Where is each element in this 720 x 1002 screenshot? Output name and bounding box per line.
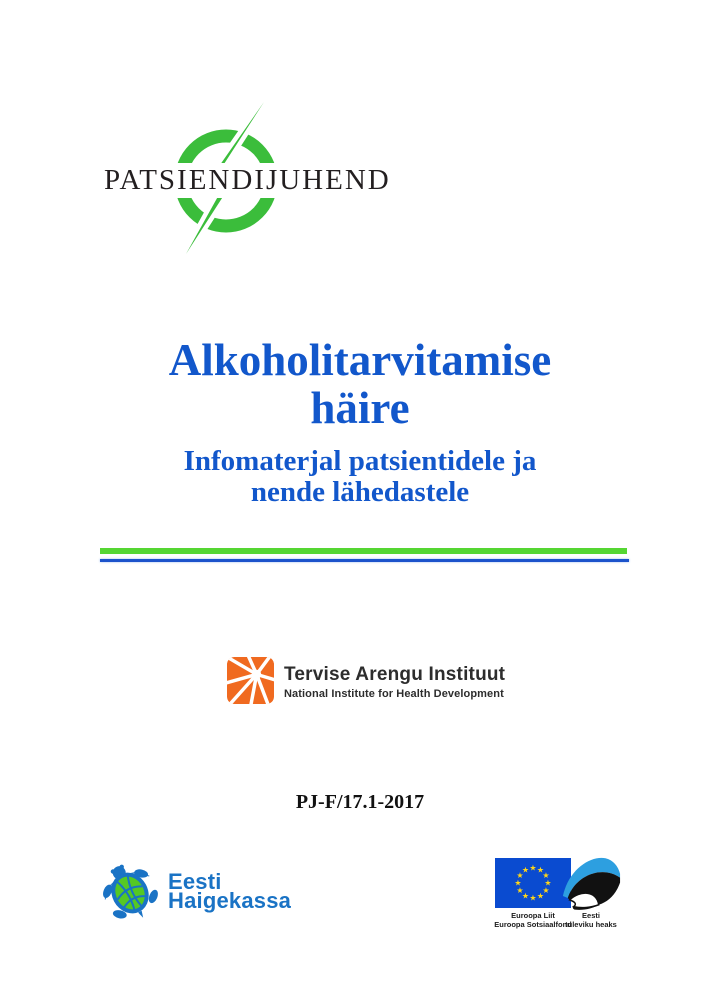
patsiendijuhend-wordmark: PATSIENDIJUHEND (101, 163, 394, 198)
haigekassa-logo (97, 861, 291, 921)
haigekassa-line-1: Eesti (168, 869, 222, 894)
tai-name-en: National Institute for Health Development (284, 688, 504, 700)
title-line-1: Alkoholitarvitamise (168, 335, 552, 385)
tai-name-et: Tervise Arengu Instituut (284, 664, 506, 685)
haigekassa-wordmark (168, 869, 292, 913)
eesti-tuleviku-heaks-logo (545, 853, 637, 929)
eesti-caption-line-2: tuleviku heaks (565, 919, 617, 929)
svg-text:★: ★ (529, 863, 537, 873)
svg-text:★: ★ (542, 886, 550, 895)
estonian-flag-swoosh-icon (560, 853, 622, 910)
tai-logo (227, 657, 505, 704)
subtitle-line-2: nende lähedastele (250, 476, 470, 508)
svg-text:★: ★ (514, 878, 522, 888)
svg-text:★: ★ (516, 871, 524, 880)
turtle-icon (97, 861, 163, 921)
subtitle-line-1: Infomaterjal patsientidele ja (183, 445, 537, 477)
svg-text:★: ★ (536, 891, 545, 901)
title-line-2: häire (310, 383, 410, 433)
tai-starburst-icon (227, 657, 274, 704)
eesti-caption-line-1: Eesti (582, 911, 600, 920)
svg-text:★: ★ (529, 893, 537, 903)
svg-text:★: ★ (521, 891, 530, 901)
svg-text:★: ★ (516, 886, 524, 895)
document-code: PJ-F/17.1-2017 (295, 791, 425, 813)
eu-caption-line-1: Euroopa Liit (511, 911, 555, 920)
svg-text:★: ★ (536, 865, 545, 875)
eesti-caption (545, 912, 637, 929)
svg-text:★: ★ (521, 865, 530, 875)
page-subtitle (0, 446, 720, 508)
tai-text (284, 657, 505, 700)
eu-caption-line-2: Euroopa Sotsiaalfond (494, 919, 572, 929)
svg-text:★: ★ (542, 871, 550, 880)
haigekassa-line-2: Haigekassa (168, 888, 292, 913)
svg-text:★: ★ (544, 878, 552, 888)
divider-blue-rule (100, 559, 629, 562)
page-title (0, 336, 720, 432)
divider-green-rule (100, 548, 627, 554)
